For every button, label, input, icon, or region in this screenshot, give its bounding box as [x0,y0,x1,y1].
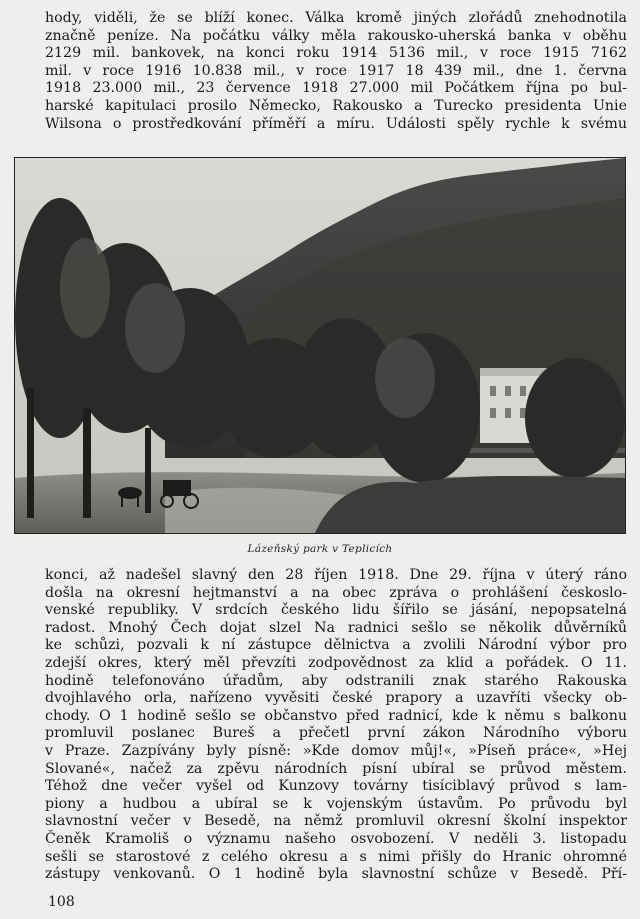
text-line: zdejší okres, který měl převzíti zodpovědnost za klid a pořádek. O 11. [45,654,627,671]
text-line: 2129 mil. bankovek, na konci roku 1914 5136 mil., v roce 1915 7162 [45,45,627,62]
park-photograph-illustration [15,158,625,533]
text-line: značně peníze. Na počátku války měla rakousko-uherská banka v oběhu [45,27,627,44]
text-line: došla na okresní hejtmanství a na obec zpráva o prohlášení českoslo- [45,584,627,601]
text-line: promluvil poslanec Bureš a přečetl první zákon Národního výboru [45,725,627,742]
photo-caption: Lázeňský park v Teplicích [247,543,393,555]
text-line: dvojhlavého orla, nařízeno vyvěsiti české prapory a uzavříti všecky ob- [45,690,627,707]
text-line: sešli se starostové z celého okresu a s nimi přišly do Hranic ohromné [45,848,627,865]
text-line: chody. O 1 hodině sešlo se občanstvo před radnicí, kde k němu s balkonu [45,707,627,724]
text-line: piony a hudbou a ubíral se k vojenským ústavům. Po průvodu byl [45,795,627,812]
text-line: konci, až nadešel slavný den 28 říjen 1918. Dne 29. října v úterý ráno [45,567,627,583]
text-line: Téhož dne večer vyšel od Kunzovy továrny tisíciblavý průvod s lam- [45,778,627,795]
text-line: mil. v roce 1916 10.838 mil., v roce 1917 18 439 mil., dne 1. června [45,62,627,79]
park-photograph [14,157,626,534]
text-line: 1918 23.000 mil., 23 července 1918 27.000 mil Počátkem října po bul- [45,80,627,97]
bottom-paragraph [45,567,627,884]
text-line: zástupy venkovanů. O 1 hodině byla slavnostní schůze v Besedě. Pří- [45,866,627,883]
text-line: v Praze. Zazpívány byly písně: »Kde domov můj!«, »Píseň práce«, »Hej [45,742,627,759]
page-number: 108 [48,894,75,910]
text-line: radost. Mnohý Čech dojat slzel Na radnici sešlo se několik důvěrníků [45,619,627,636]
text-line: harské kapitulaci prosilo Německo, Rakousko a Turecko presidenta Unie [45,97,627,114]
top-paragraph [45,10,627,133]
text-line: Slované«, načež za zpěvu národních písní ubíral se průvod městem. [45,760,627,777]
text-line: Čeněk Kramoliš o významu našeho osvobození. V neděli 3. listopadu [45,830,627,847]
text-line: hody, viděli, že se blíží konec. Válka kromě jiných zlořádů znehodnotila [45,10,627,26]
text-line: Wilsona o prostředkování příměří a míru. Události spěly rychle k svému [45,115,627,132]
text-line: ke schůzi, pozvali k ní zástupce dělnictva a zvolili Národní výbor pro [45,637,627,654]
text-line: slavnostní večer v Besedě, na němž promluvil okresní školní inspektor [45,813,627,830]
text-line: venské republiky. V srdcích českého lidu šířilo se jásání, nepopsatelná [45,602,627,619]
text-line: hodině telefonováno úřadům, aby odstranili znak starého Rakouska [45,672,627,689]
